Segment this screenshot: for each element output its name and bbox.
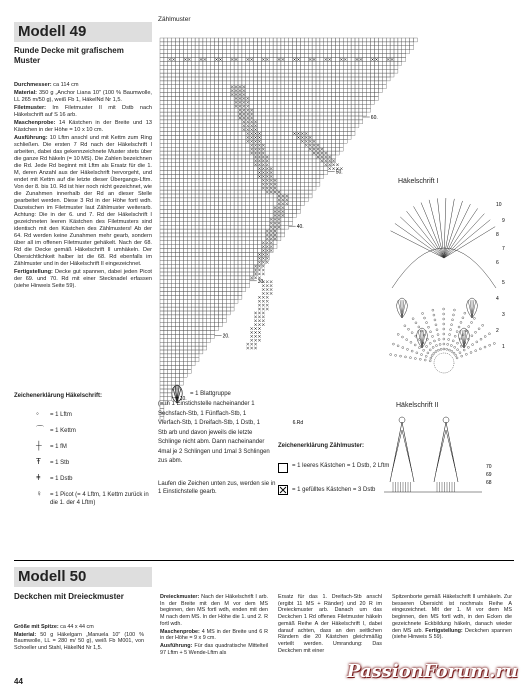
modell50-heading: Modell 50 [14,567,152,587]
haekelschrift1-round-label: 9 [502,218,505,224]
watermark: PassionForum.ru [346,661,518,682]
zaehlmuster-row-label: 30. [257,278,265,285]
haekelschrift1-round-label: 1 [502,344,505,350]
modell50-col1-para: Material: 50 g Häkelgarn „Manuela 10" (100 % Baumwolle, LL = 280 m/ 50 g), weiß Fb M001, von Schoeller und Stahl, HäkelNd Nr 1,5. [14,631,144,652]
zaehlmuster-row-label: 20. [222,333,230,340]
legend-zaehl-filled: = 1 gefülltes Kästchen = 3 Dstb [292,487,376,493]
haekelschrift1-round-label: 10 [496,202,502,208]
haekelschrift2-round-label: 70 [486,464,492,470]
legend-haekel-item: = 1 Dstb [50,476,73,482]
sc-icon: ┼ [36,441,42,450]
legend-haekel-item: = 1 Lftm [50,412,72,418]
empty-square-icon [278,463,288,473]
haekelschrift1-round-label: 8 [496,232,499,238]
legend-zaehl-empty: = 1 leeres Kästchen = 1 Dstb, 2 Lftm [292,463,390,469]
chain-icon: ◦ [36,409,39,418]
blattgruppe-note: Laufen die Zeichen unten zus, werden sie in 1 Einstichstelle gearb. [158,481,276,495]
zaehlmuster-row-label: 10. [179,395,187,402]
filled-square-icon [278,485,288,495]
haekelschrift2-diagram [378,412,518,502]
legend-zaehl-title: Zeichenerklärung Zählmuster: [278,443,365,449]
haekelschrift1-round-label: 7 [502,246,505,252]
modell50-col2-para: Maschenprobe: 4 MS in der Breite und 6 R in der Höhe = 9 x 9 cm. [160,628,268,642]
legend-haekel-item: = 1 Picot (= 4 Lftm, 1 Kettm zurück in die 1. der 4 Lftm) [50,492,149,506]
zaehlmuster-corner-label: 6.Rd [292,420,304,427]
picot-icon: ♀ [36,489,42,498]
tr-icon: ǂ [36,473,41,482]
haekelschrift1-round-label: 2 [496,328,499,334]
legend-haekel-item: = 1 Kettm [50,428,76,434]
legend-haekel-item: = 1 Stb [50,460,70,466]
modell50-col3: Ersatz für das 1. Dreifach-Stb anschl (ergibt 11 MS + Ränder) und 20 R im Dreieckmuster arb. Danach um das Deckchen 1 Rd offenes Filetmuster häkeln gemäß Reihe A der Häkelschrift I, dabei darauf achten, dass an den seitlichen Rändern die 20 Kästchen gleichmäßig verteilt werden. Umrandung: Das Deckchen mit einer [278,594,382,654]
modell49-body-para: Maschenprobe: 14 Kästchen in der Breite und 13 Kästchen in der Höhe = 10 x 10 cm. [14,120,152,133]
modell49-instructions [14,82,152,291]
blattgruppe-label: = 1 Blattgruppe [190,391,231,397]
page-number: 44 [14,677,23,686]
modell49-body-para: Material: 350 g „Anchor Liana 10" (100 % Baumwolle, LL 265 m/50 g), weiß Fb 1, HäkelNd Nr 1,5. [14,90,152,103]
modell50-col1-para: Größe mit Spitze: ca 44 x 44 cm [14,624,94,630]
modell50-col2-para: Dreieckmuster: Nach der Häkelschrift I arb. In der Breite mit den M vor dem MS beginnen, den MS fortl wdh, enden mit den M nach dem MS. In der Höhe die 1. und 2. R fortl wdh. [160,594,268,627]
section-divider [14,560,514,561]
haekelschrift1-round-label: 3 [502,312,505,318]
haekelschrift1-round-label: 5 [502,280,505,286]
haekelschrift2-round-label: 68 [486,480,492,486]
modell50-col2-para: Ausführung: Für das quadratische Mittelteil 97 Lftm + 5 Wende-Lftm als [160,642,268,656]
legend-haekel-item: = 1 fM [50,444,67,450]
blattgruppe-text: (= in 1 Einstichstelle nacheinander 1 Sechsfach-Stb, 1 Fünffach-Stb, 1 Vierfach-Stb, 1 Dreifach-Stb, 1 Dstb, 1 Stb arb und davon jeweils die letzte Schlinge nicht abm. Dann nacheinander 4mal je 2 Schlingen und 1mal 3 Schlingen zus abm. [158,401,270,464]
modell50-subtitle: Deckchen mit Dreieckmuster [14,592,124,601]
zaehlmuster-title: Zählmuster [158,16,191,23]
haekelschrift2-round-label: 69 [486,472,492,478]
modell49-body-para: Ausführung: 10 Lftm anschl und mit Kettm zum Ring schließen. Die ersten 7 Rd nach der Häkelschrift I arbeiten, dabei das gekennzeichnete Muster stets über die ganze Rd häkeln (= 10 MS). Die Zahlen bezeichnen die Rd. Jede Rd beginnt mit Lftm als Ersatz für die 1. M, deren Anzahl aus der Häkelschrift hervorgeht, und endet mit Kettm auf die letzte dieser Übergangs-Lftm. Von der 8. bis 10. Rd ist hier noch nicht gezeichnet, wie die Zunahmen innerhalb der Rd an dieser Stelle gearbeitet werden. Diese 3 Rd in der Höhe fortl wdh. Dazwischen im Filetmuster laut Zählmuster weiterarb. Achtung: Die in der 6. und 7. Rd der Häkelschrift I gezeichneten leeren Kästchen des Filetmusters sind identisch mit den Kästchen des Zählmusters! Ab der 64. Rd werden keine Zunahmen mehr gearb, sondern über all im offenen Filetmuster gehäkelt. Nach der 68. Rd die Decke gemäß Häkelschrift II umhäkeln. Der Übersichtlichkeit halber ist die 68. Rd ebenfalls im Zählmuster und in der Häkelschrift II eingezeichnet. [14,135,152,267]
zaehlmuster-row-label: 40. [296,224,304,231]
modell49-subtitle: Runde Decke mit grafischem Muster [14,46,124,65]
haekelschrift2-title: Häkelschrift II [396,402,439,409]
haekelschrift1-round-label: 6 [496,260,499,266]
zaehlmuster-row-label: 50. [335,169,343,176]
modell50-col1 [14,624,144,653]
legend-haekel-title: Zeichenerklärung Häkelschrift: [14,393,103,399]
slip-stitch-icon: ⌒ [36,425,44,434]
haekelschrift1-diagram [372,188,518,393]
haekelschrift1-round-label: 4 [496,296,499,302]
modell50-col4: Spitzenborte gemäß Häkelschrift II umhäkeln. Zur besseren Übersicht ist nochmals Reihe A eingezeichnet. Mit der 1. M vor dem MS beginnen, den MS fortl wdh, in den Ecken die gezeichnete Eckbildung häkeln, danach wieder den MS arb. Fertigstellung: Deckchen spannen (siehe Hinweis S 59). [392,594,512,641]
modell49-body-para: Fertigstellung: Decke gut spannen, dabei jeden Picot der 69. und 70. Rd mit einer Stecknadel erfassen (siehe Hinweis Seite 59). [14,269,152,289]
dc-icon: Ŧ [36,457,41,466]
modell49-body-para: Filetmuster: Im Filetmuster II mit Dstb nach Häkelschrift auf S 16 arb. [14,105,152,118]
modell49-body-para: Durchmesser: ca 114 cm [14,82,79,88]
modell50-col2 [160,594,268,657]
haekelschrift1-title: Häkelschrift I [398,178,439,185]
modell49-heading: Modell 49 [14,22,152,42]
zaehlmuster-row-label: 60. [370,115,378,121]
